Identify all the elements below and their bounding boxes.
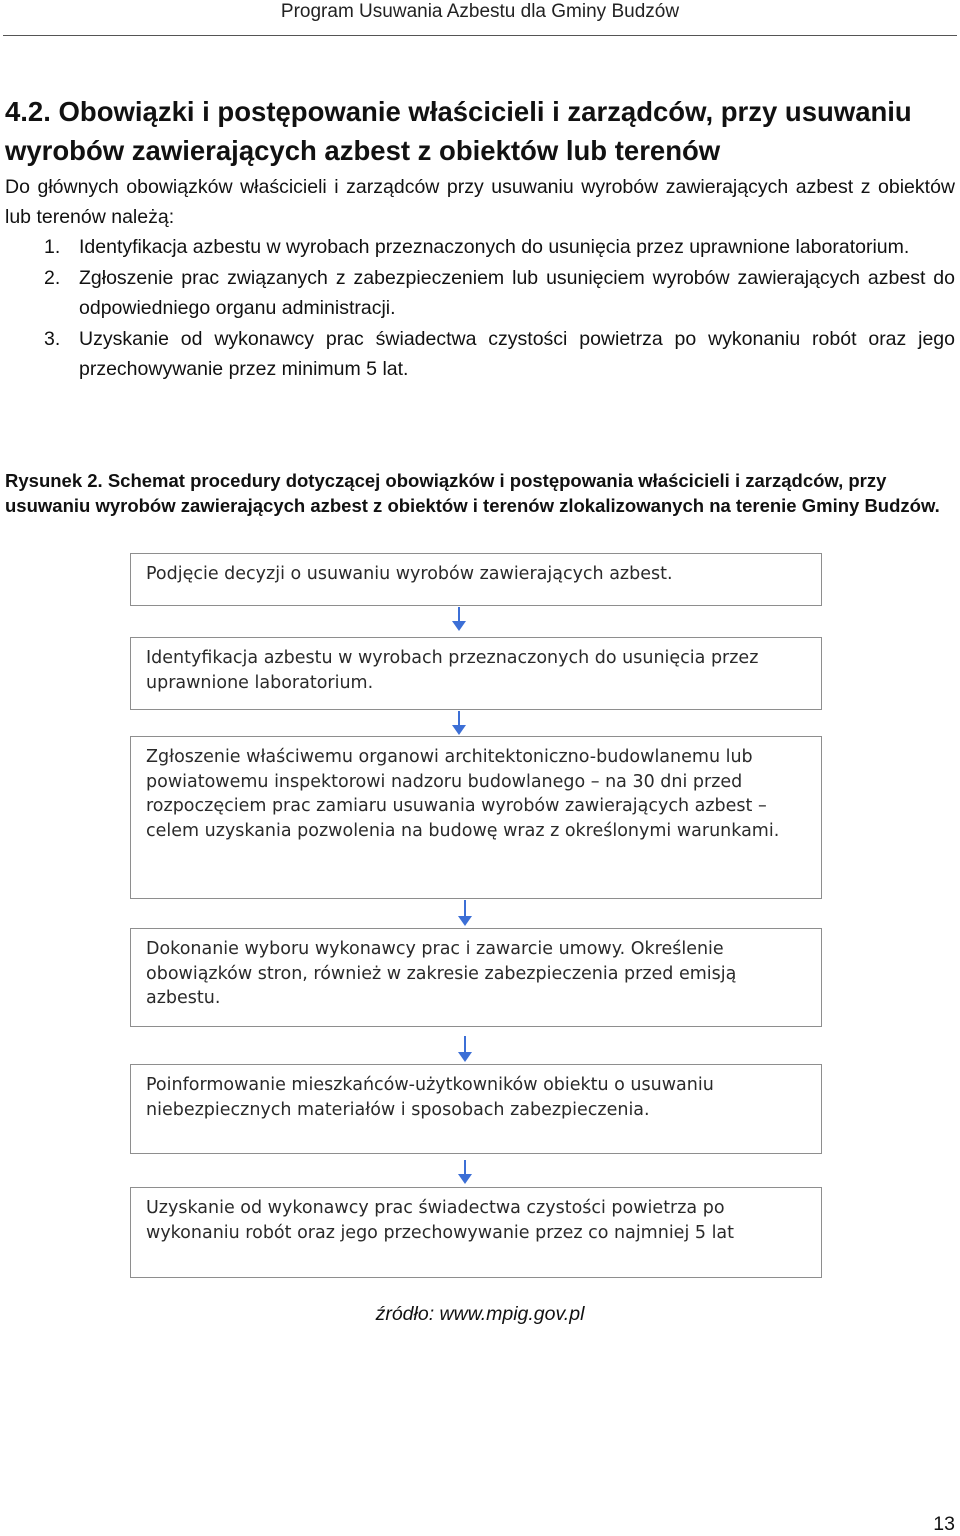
list-item — [0, 324, 955, 384]
header-rule — [3, 35, 957, 36]
list-item — [0, 263, 955, 323]
list-item-text: Zgłoszenie prac związanych z zabezpieczeniem lub usunięciem wyrobów zawierających azbest do odpowiedniego organu administracji. — [79, 267, 955, 319]
flow-step-air-certificate: Uzyskanie od wykonawcy prac świadectwa czystości powietrza po wykonaniu robót oraz jego przechowywanie przez co najmniej 5 lat — [130, 1187, 822, 1278]
flow-step-decision: Podjęcie decyzji o usuwaniu wyrobów zawierających azbest. — [130, 553, 822, 606]
flow-step-contractor: Dokonanie wyboru wykonawcy prac i zawarcie umowy. Określenie obowiązków stron, również w zakresie zabezpieczenia przed emisją azbestu. — [130, 928, 822, 1027]
obligations-list — [0, 232, 960, 385]
down-arrow-icon — [458, 900, 472, 926]
list-item-number: 2. — [44, 267, 61, 289]
list-item-number: 1. — [44, 236, 61, 258]
list-item-text: Identyfikacja azbestu w wyrobach przeznaczonych do usunięcia przez uprawnione laboratorium. — [79, 236, 910, 258]
flow-step-identification: Identyfikacja azbestu w wyrobach przeznaczonych do usunięcia przez uprawnione laboratorium. — [130, 637, 822, 710]
down-arrow-icon — [452, 607, 466, 631]
section-heading: 4.2. Obowiązki i postępowanie właścicieli i zarządców, przy usuwaniu wyrobów zawierających azbest z obiektów lub terenów — [5, 96, 912, 166]
flow-step-notification: Zgłoszenie właściwemu organowi architektoniczno-budowlanemu lub powiatowemu inspektorowi nadzoru budowlanego – na 30 dni przed rozpoczęciem prac zamiaru usuwania wyrobów zawierających azbest – celem uzyskania pozwolenia na budowę wraz z określonymi warunkami. — [130, 736, 822, 899]
figure-source: źródło: www.mpig.gov.pl — [375, 1303, 585, 1325]
list-item-number: 3. — [44, 328, 61, 350]
running-header: Program Usuwania Azbestu dla Gminy Budzów — [280, 1, 680, 22]
figure-caption: Rysunek 2. Schemat procedury dotyczącej obowiązków i postępowania właścicieli i zarządców, przy usuwaniu wyrobów zawierających azbest z obiektów i terenów zlokalizowanych na terenie Gminy Budzów. — [5, 470, 940, 516]
flow-step-inform-residents: Poinformowanie mieszkańców-użytkowników obiektu o usuwaniu niebezpiecznych materiałów i sposobach zabezpieczenia. — [130, 1064, 822, 1154]
down-arrow-icon — [452, 711, 466, 735]
list-item — [0, 232, 955, 262]
page-number: 13 — [933, 1513, 955, 1535]
list-item-text: Uzyskanie od wykonawcy prac świadectwa czystości powietrza po wykonaniu robót oraz jego przechowywanie przez minimum 5 lat. — [79, 328, 955, 380]
intro-paragraph: Do głównych obowiązków właścicieli i zarządców przy usuwaniu wyrobów zawierających azbest z obiektów lub terenów należą: — [5, 176, 955, 228]
down-arrow-icon — [458, 1036, 472, 1062]
down-arrow-icon — [458, 1160, 472, 1184]
